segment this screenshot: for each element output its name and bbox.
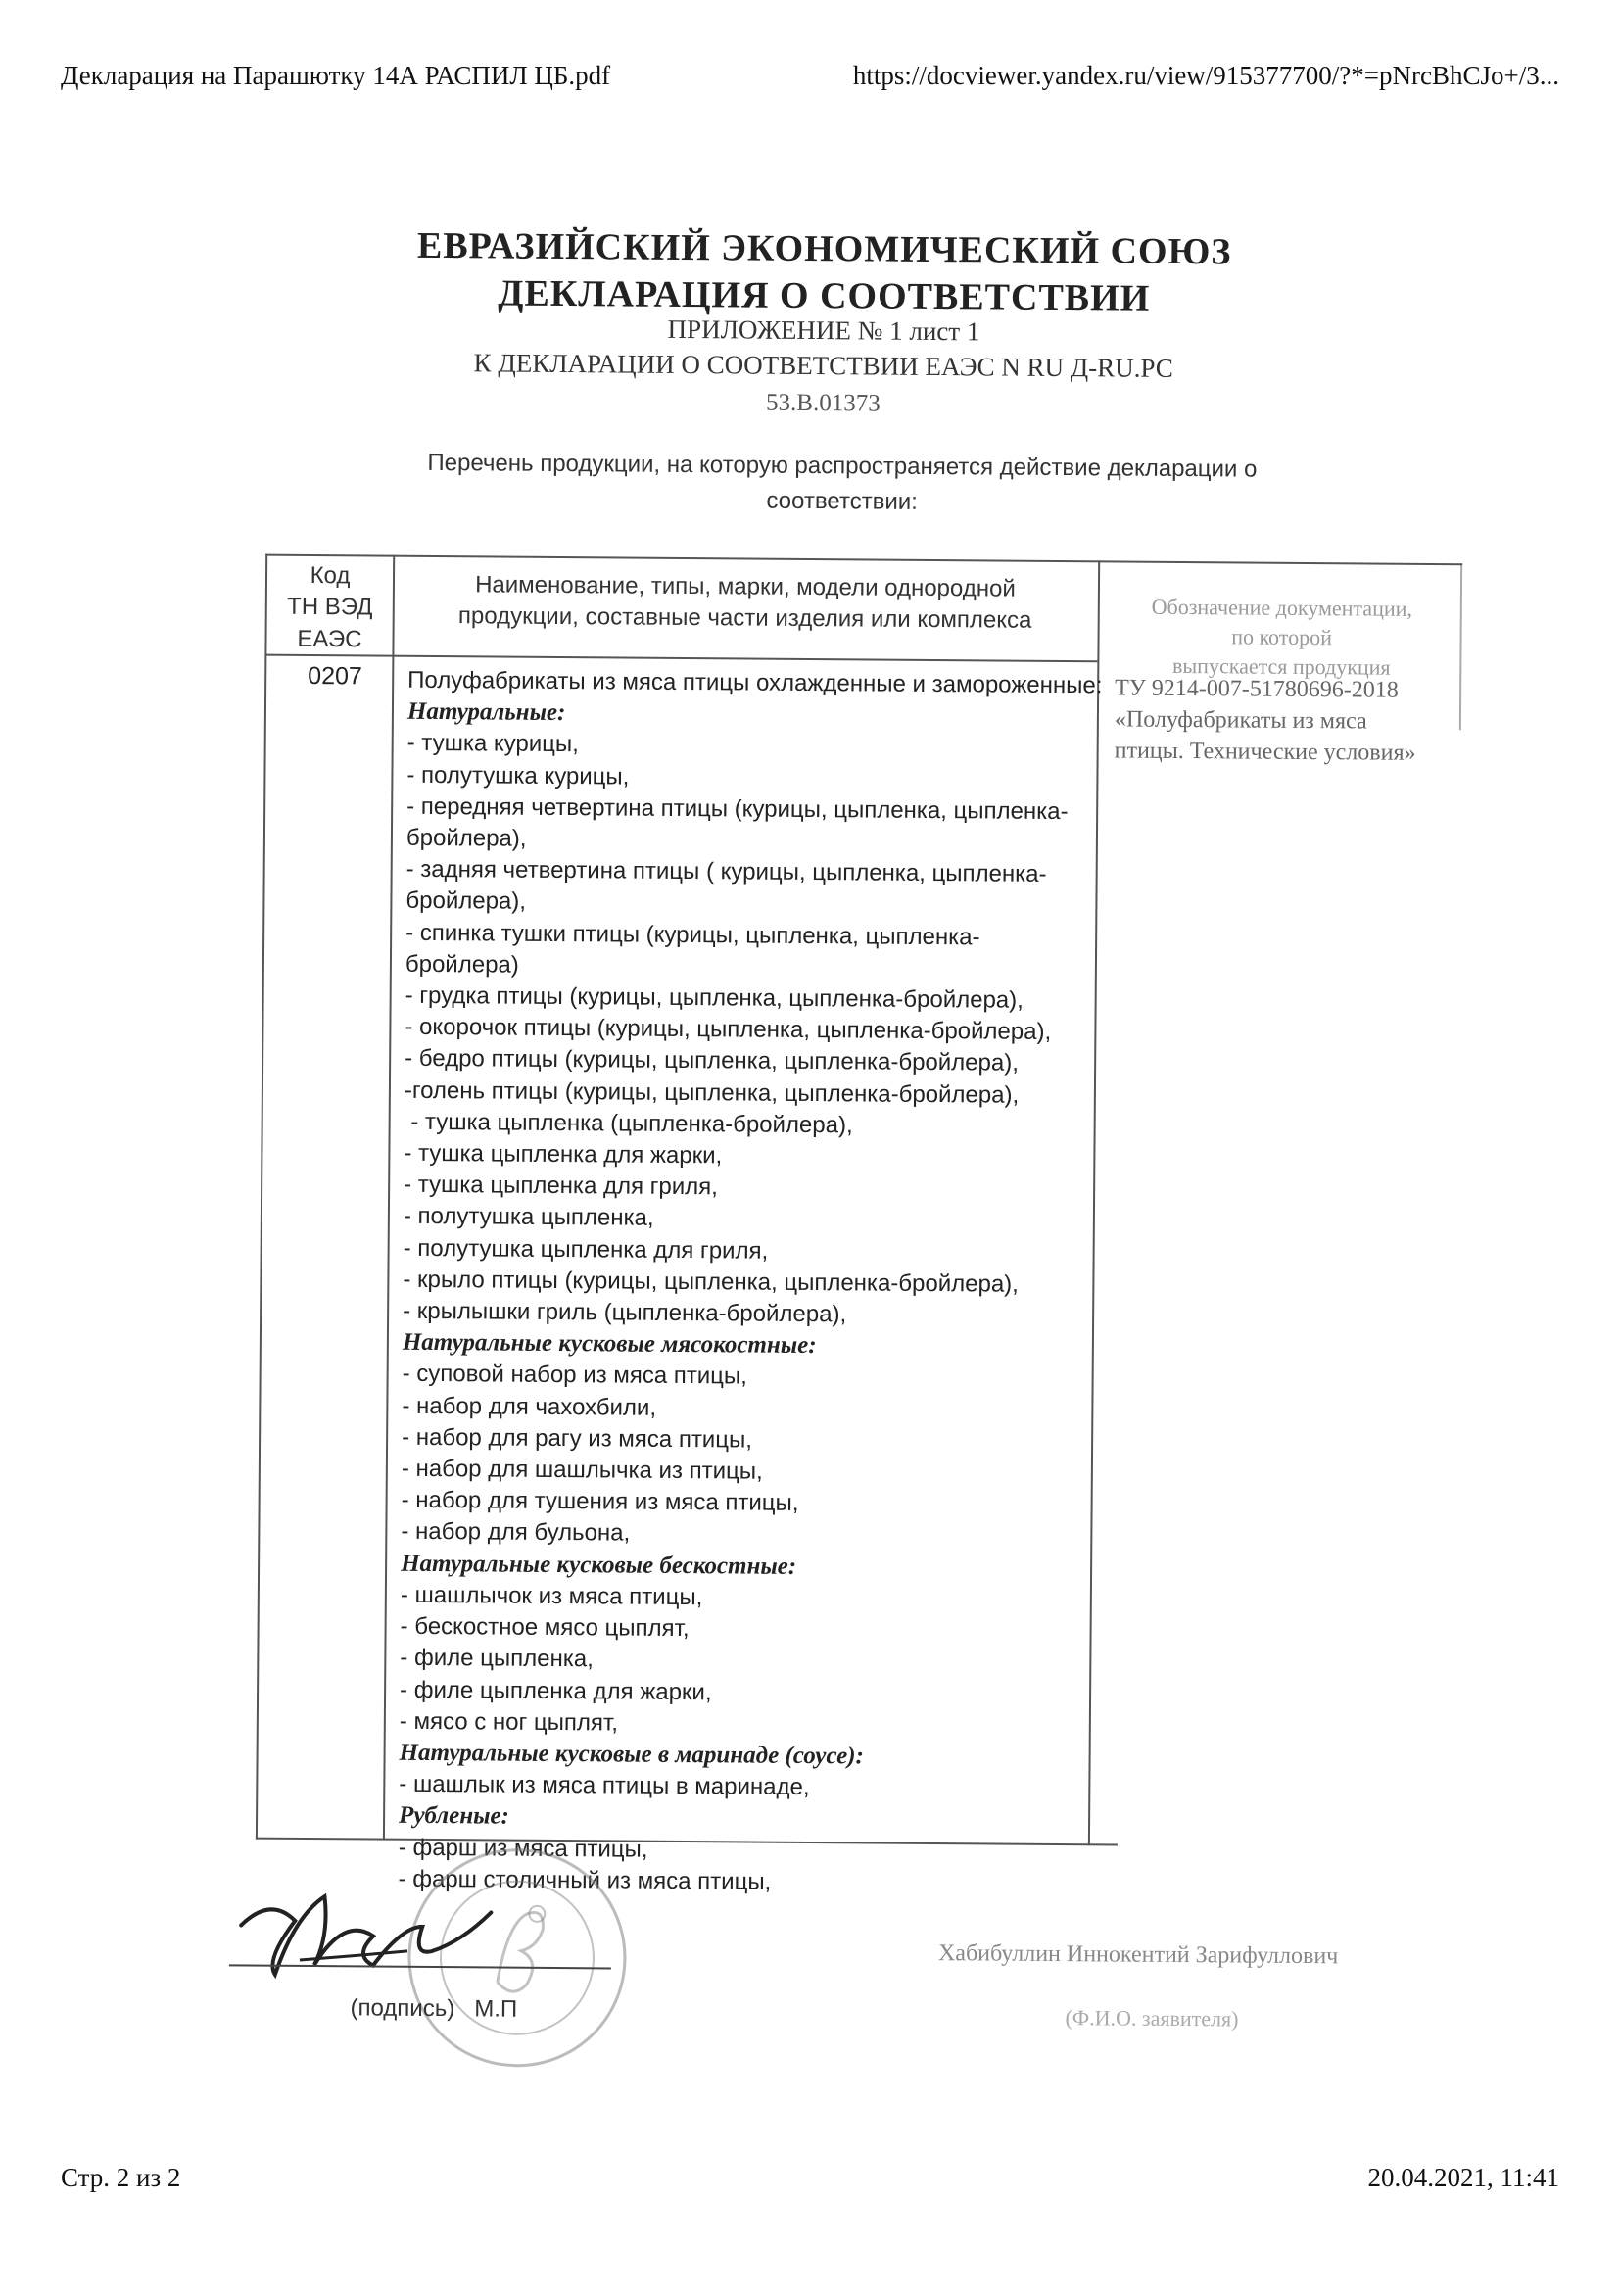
tn-ved-code: 0207	[308, 661, 362, 691]
product-item: - полутушка цыпленка,	[403, 1203, 654, 1232]
product-section-heading: Натуральные кусковые в маринаде (соусе):	[399, 1739, 864, 1770]
table-header-divider	[264, 654, 1097, 663]
product-item: - тушка цыпленка для гриля,	[404, 1172, 718, 1201]
product-item: - тушка цыпленка (цыпленка-бройлера),	[404, 1108, 853, 1139]
product-item: - полутушка цыпленка для гриля,	[403, 1234, 769, 1265]
product-item: - тушка курицы,	[406, 730, 579, 758]
product-section-heading: Натуральные:	[406, 697, 566, 727]
print-datetime: 20.04.2021, 11:41	[1367, 2163, 1559, 2192]
intro-text: Перечень продукции, на которую распространяется действие декларации о соответствии:	[427, 449, 1258, 515]
product-item: - набор для чахохбили,	[402, 1392, 657, 1421]
product-section-heading: Натуральные кусковые бескостные:	[401, 1550, 797, 1580]
product-item: - шашлычок из мяса птицы,	[400, 1581, 703, 1611]
product-item: бройлера)	[405, 950, 519, 979]
product-item: - передняя четвертина птицы (курицы, цыпленка, цыпленка-	[406, 792, 1069, 825]
print-url[interactable]: https://docviewer.yandex.ru/view/915377700/?*=pNrcBhCJo+/3...	[852, 61, 1559, 90]
product-item: - грудка птицы (курицы, цыпленка, цыпленка-бройлера),	[405, 981, 1024, 1014]
applicant-name: Хабибуллин Иннокентий Зарифуллович	[937, 1940, 1339, 1970]
product-item: - окорочок птицы (курицы, цыпленка, цыпленка-бройлера),	[405, 1014, 1052, 1046]
product-item: бройлера),	[405, 887, 527, 916]
product-item: - набор для тушения из мяса птицы,	[401, 1487, 799, 1517]
product-item: - шашлык из мяса птицы в маринаде,	[399, 1770, 810, 1801]
product-item: - спинка тушки птицы (курицы, цыпленка, цыпленка-	[405, 919, 980, 951]
appendix-title: ПРИЛОЖЕНИЕ № 1 лист 1	[667, 313, 980, 347]
product-item: - крылышки гриль (цыпленка-бройлера),	[403, 1297, 847, 1328]
product-list	[398, 665, 1358, 1903]
doc-reference-line: «Полуфабрикаты из мяса	[1114, 706, 1367, 735]
signature-block	[222, 1837, 1400, 2100]
page-label: Стр. 2 из 2	[61, 2163, 181, 2192]
product-item: - бедро птицы (курицы, цыпленка, цыпленка-бройлера),	[405, 1045, 1020, 1077]
applicant-caption: (Ф.И.О. заявителя)	[1065, 2005, 1239, 2032]
product-item: - крыло птицы (курицы, цыпленка, цыпленка-бройлера),	[403, 1266, 1020, 1298]
table-border-top	[265, 554, 1462, 566]
product-item: -голень птицы (курицы, цыпленка, цыпленка-бройлера),	[404, 1076, 1020, 1109]
product-item: - тушка цыпленка для жарки,	[404, 1139, 723, 1170]
product-item: - фарш из мяса птицы,	[398, 1834, 648, 1863]
product-section-heading: Рубленые:	[398, 1802, 510, 1830]
product-item: - задняя четвертина птицы ( курицы, цыпленка, цыпленка-	[405, 855, 1047, 888]
product-item: - фарш столичный из мяса птицы,	[398, 1865, 772, 1895]
table-border-left	[256, 554, 267, 1840]
product-item: - мясо с ног цыплят,	[399, 1707, 619, 1737]
table-col-divider-1	[383, 555, 395, 1841]
table-border-right	[1459, 563, 1462, 730]
product-item: - суповой набор из мяса птицы,	[402, 1361, 748, 1390]
product-item: - набор для рагу из мяса птицы,	[402, 1423, 753, 1454]
product-item: - набор для бульона,	[401, 1518, 631, 1548]
col-header-doc: Обозначение документации, по которой выпускается продукция	[1151, 594, 1413, 680]
print-footer	[61, 2163, 1559, 2193]
product-table	[256, 554, 1460, 1895]
product-section-heading: Натуральные кусковые мясокостные:	[402, 1329, 817, 1360]
product-item: - полутушка курицы,	[406, 761, 630, 790]
doc-reference	[1115, 672, 1449, 769]
product-item: - бескостное мясо цыплят,	[400, 1612, 690, 1643]
print-doc-title: Декларация на Парашютку 14А РАСПИЛ ЦБ.pdf	[61, 61, 611, 90]
doc-reference-line: птицы. Технические условия»	[1114, 738, 1416, 766]
product-item: - набор для шашлычка из птицы,	[401, 1455, 763, 1485]
product-item: бройлера),	[405, 824, 527, 852]
product-item: Полуфабрикаты из мяса птицы охлажденные и замороженные:	[407, 666, 1103, 699]
col-header-name: Наименование, типы, марки, модели однородной продукции, составные части изделия или комплекса	[457, 571, 1032, 635]
declaration-title: ДЕКЛАРАЦИЯ О СООТВЕТСТВИИ	[498, 272, 1151, 319]
col-header-code: Код ТН ВЭД ЕАЭС	[286, 561, 373, 653]
declaration-number: 53.В.01373	[765, 389, 881, 417]
product-item: - филе цыпленка,	[400, 1645, 594, 1673]
product-item: - филе цыпленка для жарки,	[400, 1676, 712, 1705]
doc-reference-line: ТУ 9214-007-51780696-2018	[1115, 675, 1399, 703]
union-title: ЕВРАЗИЙСКИЙ ЭКОНОМИЧЕСКИЙ СОЮЗ	[416, 224, 1232, 273]
signature-caption: (подпись) М.П	[350, 1994, 518, 2023]
declaration-ref: К ДЕКЛАРАЦИИ О СООТВЕТСТВИИ ЕАЭС N RU Д-RU.РС	[473, 348, 1173, 383]
